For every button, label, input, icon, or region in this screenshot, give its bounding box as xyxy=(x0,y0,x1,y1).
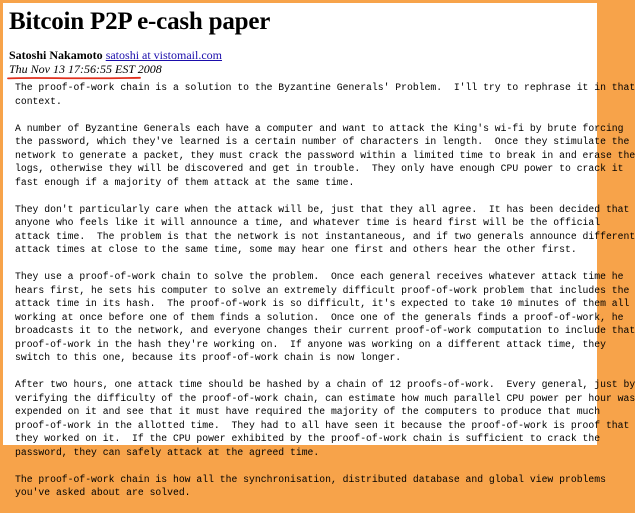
message-paragraph: They don't particularly care when the attack will be, just that they all agree. It has been decided that anyone who feels like it will announce a time, and whatever time is heard first will be the official attack time. The problem is that the network is not instantaneous, and if two generals announce different attack times at close to the same time, some may hear one first and others hear the other first. xyxy=(15,203,635,255)
underline-stroke xyxy=(8,78,140,79)
message-paragraph: They use a proof-of-work chain to solve the problem. Once each general receives whatever attack time he hears first, he sets his computer to solve an extremely difficult proof-of-work problem that includes the attack time in its hash. The proof-of-work is so difficult, it's expected to take 10 minutes of them all working at once before one of them finds a solution. Once one of the generals finds a proof-of-work, he broadcasts it to the network, and everyone changes their current proof-of-work computation to include that proof-of-work in the hash they're working on. If anyone was working on a different attack time, they switch to this one, because its proof-of-work chain is now longer. xyxy=(15,271,635,363)
message-paragraph: After two hours, one attack time should be hashed by a chain of 12 proofs-of-work. Every general, just by verifying the difficulty of the proof-of-work chain, can estimate how much parallel CPU power per hour was expended on it and see that it must have required the majority of the computers to produce that much proof-of-work in the allotted time. They had to all have seen it because the proof-of-work is proof that they worked on it. If the CPU power exhibited by the proof-of-work chain is sufficient to crack the password, they can safely attack at the agreed time. xyxy=(15,379,635,458)
email-archive-page xyxy=(3,3,635,498)
message-paragraph: The proof-of-work chain is a solution to the Byzantine Generals' Problem. I'll try to rephrase it in that context. xyxy=(15,82,635,107)
post-date: Thu Nov 13 17:56:55 EST 2008 xyxy=(9,62,162,76)
page-title: Bitcoin P2P e-cash paper xyxy=(9,8,271,35)
message-paragraph: The proof-of-work chain is how all the synchronisation, distributed database and global view problems you've asked about are solved. xyxy=(15,473,606,498)
message-body xyxy=(15,81,635,513)
byline xyxy=(9,48,222,62)
date-highlight-underline xyxy=(7,76,141,80)
author-name: Satoshi Nakamoto xyxy=(9,48,103,62)
author-email-link[interactable]: satoshi at vistomail.com xyxy=(105,48,223,62)
message-paragraph: A number of Byzantine Generals each have a computer and want to attack the King's wi-fi by brute forcing the password, which they've learned is a certain number of characters in length. Once they stimulate the network to generate a packet, they must crack the password within a limited time to break in and erase the logs, otherwise they will be discovered and get in trouble. They only have enough CPU power to crack it fast enough if a majority of them attack at the same time. xyxy=(15,122,635,188)
